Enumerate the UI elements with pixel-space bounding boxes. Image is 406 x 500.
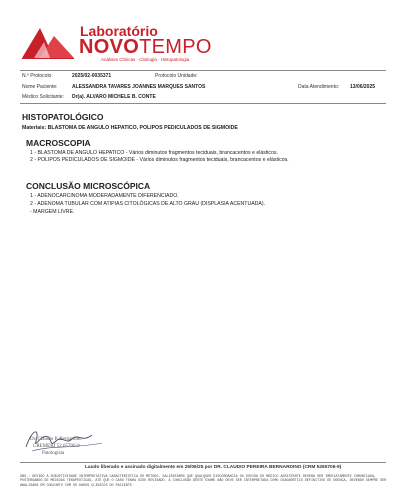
- requesting-doctor-label: Médico Solicitante:: [22, 94, 64, 100]
- protocol-unit-label: Protocolo Unidade:: [155, 73, 198, 79]
- conclusion-line-1: 1 - ADENOCARCINOMA MODERADAMENTE DIFERENCIADO.: [30, 193, 179, 199]
- signature-name: Dr. Cláudio P. Bernardino: [30, 437, 82, 442]
- brand-name-bold: NOVO: [79, 36, 140, 58]
- macroscopy-line-1: 1 - BLASTOMA DE ANGULO HEPATICO - Vários diminutos fragmentos teciduais, brancacentos e elásticos.: [30, 150, 278, 156]
- conclusion-line-2: 2 - ADENOMA TUBULAR COM ATIPIAS CITOLÓGICAS DE ALTO GRAU (DISPLASIA ACENTUADA).: [30, 201, 266, 207]
- laboratory-logo-icon: [20, 22, 76, 60]
- brand-name: [79, 37, 212, 57]
- protocol-label: N.º Protocolo:: [22, 73, 53, 79]
- patient-name-value: ALESSANDRA TAVARES JOANNES MARQUES SANTOS: [72, 84, 206, 90]
- conclusion-title: CONCLUSÃO MICROSCÓPICA: [26, 181, 151, 191]
- header-divider-top: [20, 70, 386, 71]
- requesting-doctor-value: Dr(a). ALVARO MICHELE B. CONTE: [72, 94, 156, 100]
- disclaimer-text: OBS.: DEVIDO À SUBJETIVIDADE INTERPRETATIVA CARACTERÍSTICA DO MÉTODO, SALIENTAMOS QUE QUALQUER DISCORDÂNCIA OU DÚVIDA DO MÉDICO ASSISTENTE DEVERÁ SER IMEDIATAMENTE COMUNICADA, POSTERGANDO-SE MEDIDAS TERAPÊUTICAS, ATÉ QUE O CASO TENHA SIDO REVISADO. A CONCLUSÃO DESTE EXAME NÃO DEVE SER INTERPRETADA COMO DIAGNÓSTICO DEFINITIVO DE DOENÇA, DEVENDO SEMPRE SER ANALISADA EM CONJUNTO COM OS DADOS CLÍNICOS DO PACIENTE.: [20, 475, 387, 488]
- materials-line: Materiais: BLASTOMA DE ANGULO HEPATICO, POLIPOS PEDICULADOS DE SIGMOIDE: [22, 125, 238, 131]
- footer-divider: [20, 462, 386, 463]
- brand-subtitle: Análises Clínicas · Citologia · Histopatologia: [101, 57, 190, 62]
- macroscopy-line-2: 2 - POLIPOS PEDICULADOS DE SIGMOIDE - Vários diminutos fragmentos teciduais, brancacentos e elásticos.: [30, 157, 289, 163]
- release-note: Laudo liberado e assinado digitalmente em 25/06/25 por DR. CLAUDIO PEREIRA BERNARDINO (CRM 5265706-9): [85, 465, 342, 470]
- header-divider-bottom: [20, 103, 386, 104]
- protocol-value: 2025/02-0035371: [72, 73, 112, 79]
- visit-date-label: Data Atendimento:: [298, 84, 340, 90]
- signature-crm: CREMERJ 52.65706-9: [33, 444, 80, 449]
- visit-date-value: 13/06/2025: [350, 84, 376, 90]
- brand-top-text: Laboratório: [80, 23, 158, 39]
- conclusion-line-3: - MARGEM LIVRE.: [30, 209, 75, 215]
- signature-title: Patologista: [42, 451, 65, 456]
- report-title: HISTOPATOLÓGICO: [22, 112, 104, 122]
- macroscopy-title: MACROSCOPIA: [26, 138, 91, 148]
- brand-name-thin: TEMPO: [139, 36, 212, 58]
- patient-name-label: Nome Paciente:: [22, 84, 58, 90]
